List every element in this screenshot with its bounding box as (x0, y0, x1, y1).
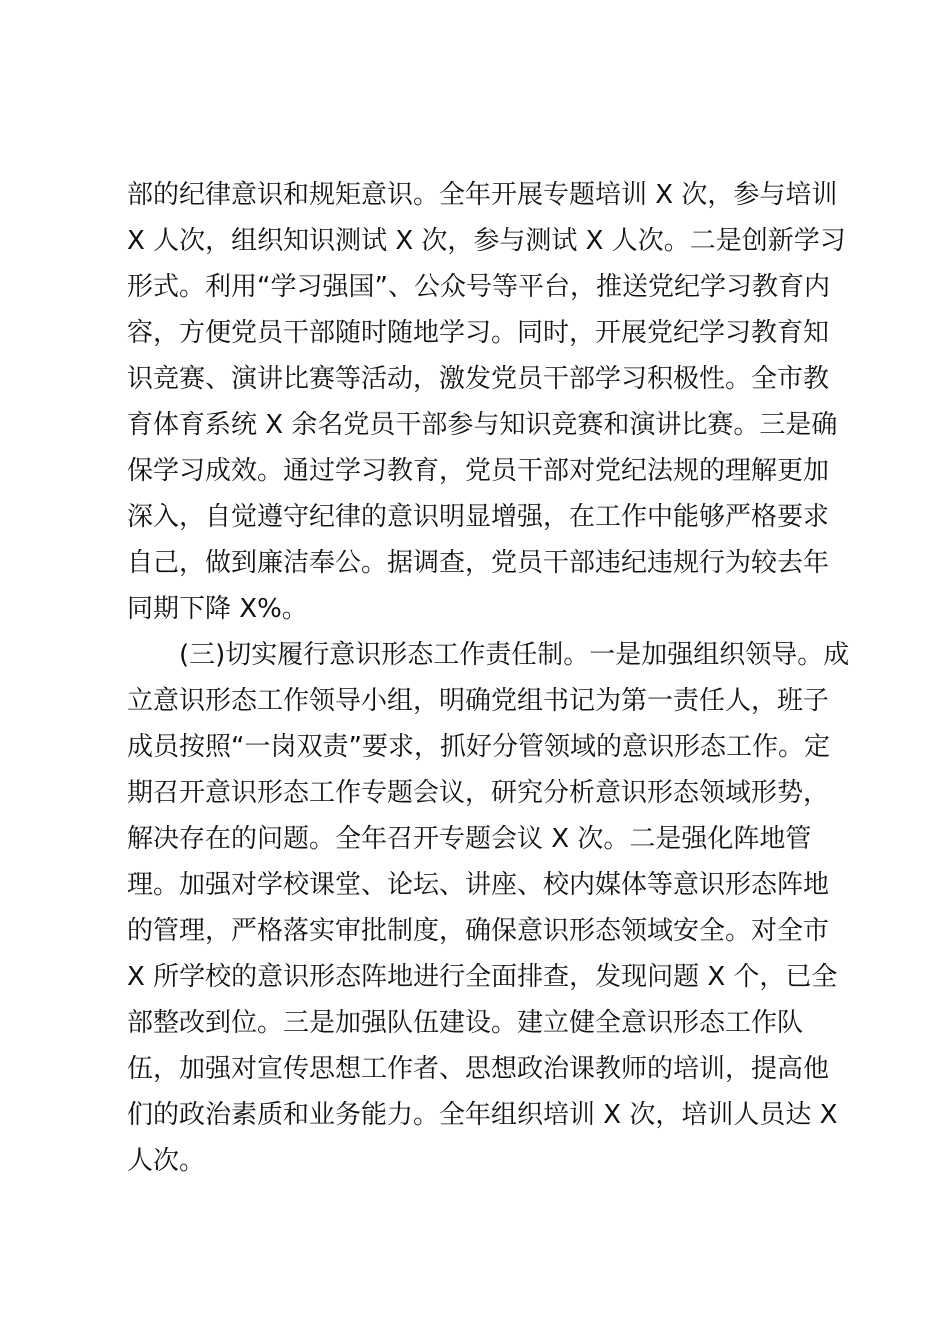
body-text-line: 理。加强对学校课堂、论坛、讲座、校内媒体等意识形态阵地 (127, 870, 830, 900)
body-text-line: 解决存在的问题。全年召开专题会议 X 次。二是强化阵地管 (127, 824, 812, 854)
body-text-line: 深入，自觉遵守纪律的意识明显增强，在工作中能够严格要求 (127, 502, 830, 532)
body-text-line: 立意识形态工作领导小组，明确党组书记为第一责任人，班子 (127, 686, 830, 716)
body-text-line: 成员按照“一岗双责”要求，抓好分管领域的意识形态工作。定 (127, 732, 830, 762)
body-text-line: 形式。利用“学习强国”、公众号等平台，推送党纪学习教育内 (127, 272, 830, 302)
body-text-line: 保学习成效。通过学习教育，党员干部对党纪法规的理解更加 (127, 456, 830, 486)
body-text-line: 育体育系统 X 余名党员干部参与知识竞赛和演讲比赛。三是确 (127, 410, 838, 440)
body-text-line: X 所学校的意识形态阵地进行全面排查，发现问题 X 个，已全 (127, 962, 838, 992)
body-text-line: 的管理，严格落实审批制度，确保意识形态领域安全。对全市 (127, 916, 830, 946)
body-text-line: 伍，加强对宣传思想工作者、思想政治课教师的培训，提高他 (127, 1054, 830, 1084)
section-heading-line: (三)切实履行意识形态工作责任制。一是加强组织领导。成 (179, 640, 850, 670)
body-text-line: 们的政治素质和业务能力。全年组织培训 X 次，培训人员达 X (127, 1100, 838, 1130)
body-text-line: 期召开意识形态工作专题会议，研究分析意识形态领域形势， (127, 778, 830, 808)
body-text-line: 同期下降 X%。 (127, 594, 308, 624)
body-text-line: X 人次，组织知识测试 X 次，参与测试 X 人次。二是创新学习 (127, 226, 846, 256)
body-text-line: 部整改到位。三是加强队伍建设。建立健全意识形态工作队 (127, 1008, 804, 1038)
body-text-line: 容，方便党员干部随时随地学习。同时，开展党纪学习教育知 (127, 318, 830, 348)
body-text-line: 自己，做到廉洁奉公。据调查，党员干部违纪违规行为较去年 (127, 548, 830, 578)
body-text-line: 识竞赛、演讲比赛等活动，激发党员干部学习积极性。全市教 (127, 364, 830, 394)
body-text-line: 人次。 (127, 1146, 206, 1176)
body-text-line: 部的纪律意识和规矩意识。全年开展专题培训 X 次，参与培训 (127, 180, 838, 210)
